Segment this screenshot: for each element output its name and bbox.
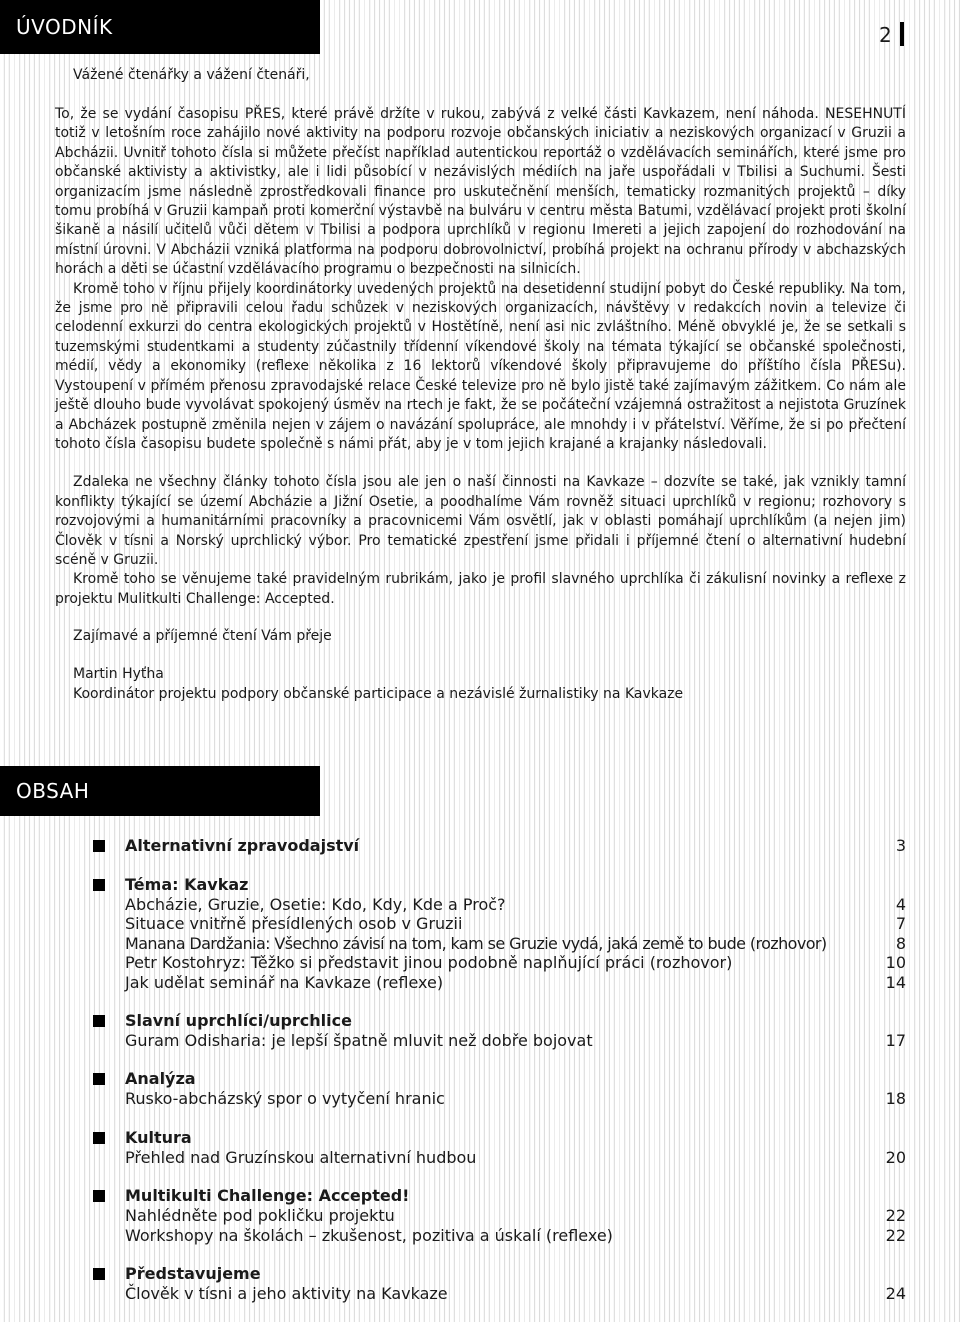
toc-entry-label: Člověk v tísni a jeho aktivity na Kavkaze [125,1283,448,1303]
toc-entry-page: 18 [885,1089,906,1109]
toc-section [0,1128,960,1167]
toc-entry-page: 14 [885,972,906,992]
toc-entry-page: 7 [895,914,906,934]
toc-entry-label: Situace vnitřně přesídlených osob v Gruzii [125,914,463,934]
toc-entry[interactable] [125,1031,960,1050]
toc-section [0,1264,960,1303]
intro-paragraph: Kromě toho se věnujeme také pravidelným rubrikám, jako je profil slavného uprchlíka či zákulisní novinky a reflexe z projektu Mulitkulti Challenge: Accepted. [55,571,906,607]
square-bullet-icon [93,1268,105,1280]
toc-entry[interactable] [125,953,960,972]
intro-body [55,105,906,609]
toc-section-title[interactable]: Téma: Kavkaz [125,875,249,894]
toc-entry[interactable] [125,973,960,992]
toc-entry-label: Jak udělat seminář na Kavkaze (reflexe) [125,972,444,992]
toc-entry-page: 22 [885,1206,906,1226]
toc-section-title[interactable]: Alternativní zpravodajství [125,836,360,855]
square-bullet-icon [93,840,105,852]
square-bullet-icon [93,1073,105,1085]
toc-section-title[interactable]: Analýza [125,1069,196,1089]
intro-closing [55,627,906,704]
toc-entry-page: 4 [895,895,906,914]
toc-entry[interactable] [125,1226,960,1245]
toc-entry-page: 10 [885,953,906,973]
toc-section [0,1069,960,1108]
toc-section-title[interactable]: Kultura [125,1127,192,1147]
toc-entry-page: 8 [895,933,906,953]
signature-role: Koordinátor projektu podpory občanské participace a nezávislé žurnalistiky na Kavkaze [73,685,684,702]
toc-entry-label: Nahlédněte pod pokličku projektu [125,1206,395,1226]
toc-section-title[interactable]: Slavní uprchlíci/uprchlice [125,1010,352,1030]
toc-entry-label: Rusko-abcházský spor o vytyčení hranic [125,1089,445,1109]
toc-entry-label: Workshopy na školách – zkušenost, pozitiva a úskalí (reflexe) [125,1225,613,1245]
toc-section-title[interactable]: Multikulti Challenge: Accepted! [125,1186,410,1206]
section-title: ÚVODNÍK [16,15,113,39]
square-bullet-icon [93,1190,105,1202]
closing-text: Zajímavé a příjemné čtení Vám přeje [73,628,332,644]
toc-entry-page: 20 [885,1147,906,1167]
intro-paragraph: Zdaleka ne všechny články tohoto čísla jsou ale jen o naší činnosti na Kavkaze – dozvíte se také, jak vznikly tamní konflikty týkající se území Abcházie a Jižní Osetie, a poodhalíme Vám rovněž situaci uprchlíků v regionu; rozhovory s rozvojovými a humanitárními pracovníky a pracovnicemi Vám osvětlí, jak v oblasti pomáhají uprchlíkům (a nejen jim) Člověk v tísni a Norský uprchlický výbor. Pro tematické zpestření jsme přidali i příjemné čtení o alternativní hudební scéně v Gruzii. [55,474,906,568]
toc-section [0,1186,960,1245]
toc-entry-page: 17 [885,1030,906,1050]
toc-section [0,875,960,992]
toc-entry-page: 24 [885,1283,906,1303]
toc-entry-label: Abcházie, Gruzie, Osetie: Kdo, Kdy, Kde a Proč? [125,895,506,914]
toc-entry[interactable] [125,1089,960,1108]
toc-entry[interactable] [125,1284,960,1303]
toc-entry-label: Manana Dardžania: Všechno závisí na tom, kam se Gruzie vydá, jaká země to bude (rozhovor) [125,933,827,953]
section-header-uvodnik [0,0,320,54]
toc-section-page: 3 [895,836,906,855]
page-number: 2 [879,23,892,47]
toc-entry[interactable] [125,895,960,914]
toc-section-title[interactable]: Představujeme [125,1263,261,1283]
toc-title: OBSAH [16,779,90,803]
square-bullet-icon [93,1132,105,1144]
signature-name: Martin Hyťha [73,666,164,683]
toc-entry[interactable] [125,914,960,933]
intro-paragraph: To, že se vydání časopisu PŘES, které právě držíte v rukou, zabývá z velké části Kavkazem, není náhoda. NESEHNUTÍ totiž v letošním roce zahájilo nové aktivity na podporu rozvoje občanských iniciativ a neziskových organizací v Gruzii a Abcházii. Uvnitř tohoto čísla si můžete přečíst například autentickou reportáž o vzdělávacích seminářích, které jsme pro občanské aktivisty a aktivistky, ale i lidi působící v nezávislých médiích na jaře uspořádali v Tbilisi a Suchumi. Šesti organizacím jsme následně zprostředkovali finance pro uskutečnění menších, tematicky rozmanitých projektů – díky tomu probíhá v Gruzii kampaň proti komerční výstavbě na bulváru v centru města Batumi, vzdělávací projekt proti školní šikaně a násilí učitelů vůči dětem v Tbilisi a podpora uprchlíků v regionu Imereti a jejich zapojení do rozhodování na místní úrovni. V Abcházii vzniká platforma na podporu dobrovolnictví, probíhá projekt na ochranu přírody v abchazských horách a děti se účastní vzdělávacího programu o bezpečnosti na silnicích. [55,106,906,278]
square-bullet-icon [93,1015,105,1027]
page-number-marker [900,22,904,46]
toc-entry-label: Guram Odisharia: je lepší špatně mluvit než dobře bojovat [125,1030,593,1050]
toc-section [0,836,960,856]
intro-paragraph: Kromě toho v říjnu přijely koordinátorky uvedených projektů na desetidenní studijní pobyt do České republiky. Na tom, že jsme pro ně připravili celou řadu schůzek v neziskových organizacích, návštěvy v redakcích novin a televize či celodenní exkurzi do centra ekologických projektů v Hostětíně, není asi nic zvláštního. Méně obvyklé je, že se setkali s tuzemskými studentkami a studenty zúčastnily třídenní víkendové školy na témata týkající se občanské společnosti, médií, vědy a ekonomiky (reflexe několika z 16 lektorů víkendové školy připravujeme do příštího čísla PŘESu). Vystoupení v přímém přenosu zpravodajské relace České televize pro ně bylo jistě také zajímavým zážitkem. Co nám ale ještě dlouho bude vyvolávat spokojený úsměv na rtech je fakt, že se počáteční vzájemná ostražitost a nejistota Gruzínek a Abcházek postupně změnila nejen v zájem o navázání spolupráce, ale mnohdy i v přátelství. Věříme, že si po přečtení tohoto čísla časopisu budete společně s námi přát, aby je v tom jejich krajané a krajanky následovali. [55,280,906,452]
greeting-text: Vážené čtenářky a vážení čtenáři, [73,67,310,83]
section-header-obsah [0,766,320,816]
toc-section [0,1011,960,1050]
toc-entry[interactable] [125,934,960,953]
intro-greeting [55,66,906,85]
toc-entry[interactable] [125,1148,960,1167]
table-of-contents [0,836,960,1322]
toc-entry-page: 22 [885,1225,906,1245]
toc-entry-label: Petr Kostohryz: Těžko si představit jinou podobně naplňující práci (rozhovor) [125,953,733,973]
square-bullet-icon [93,879,105,891]
toc-entry-label: Přehled nad Gruzínskou alternativní hudbou [125,1147,477,1167]
toc-entry[interactable] [125,1206,960,1225]
